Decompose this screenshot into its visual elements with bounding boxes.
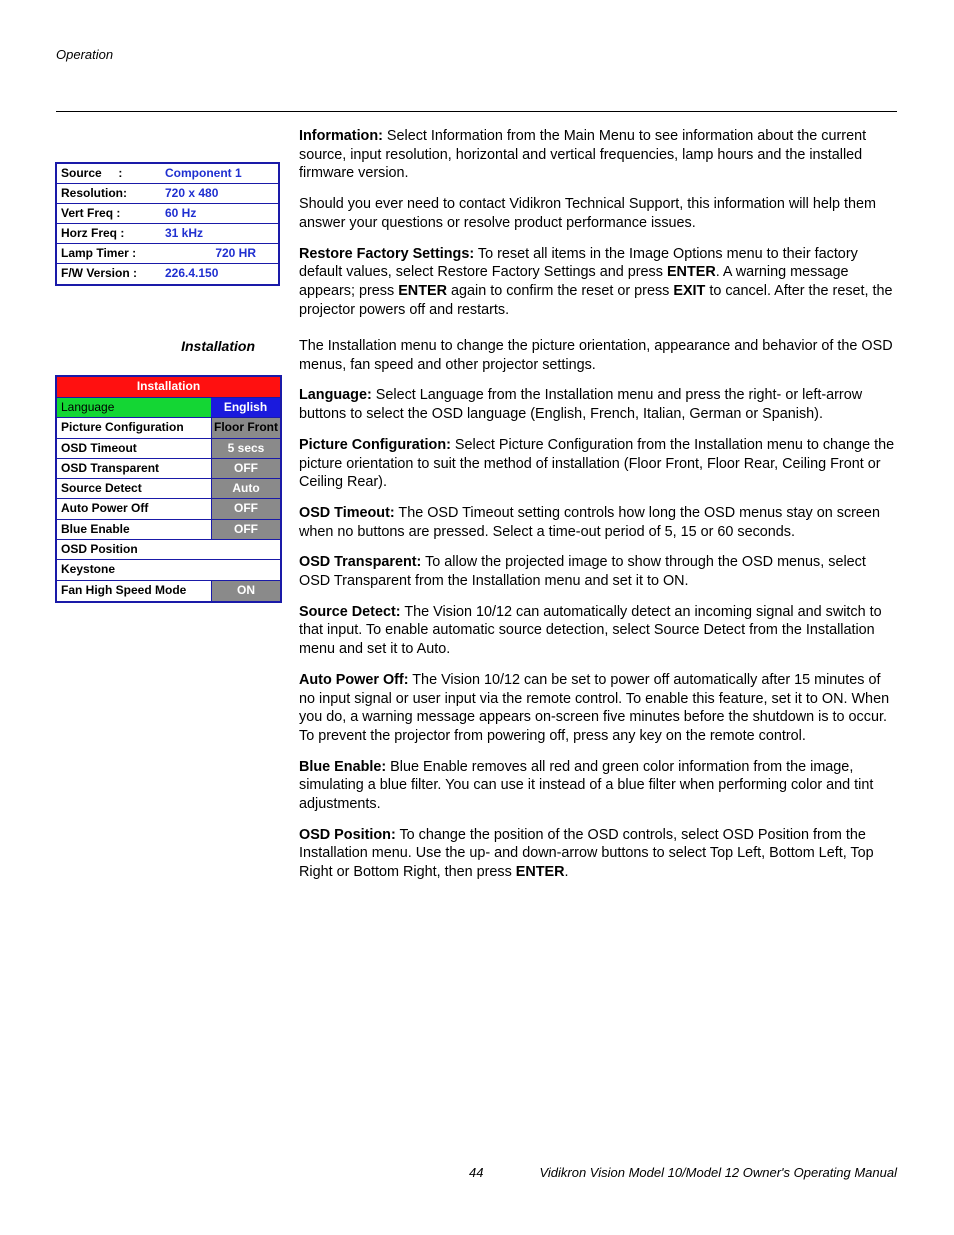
osd-transparent-paragraph: [299, 553, 899, 590]
info-label: Resolution:: [61, 186, 127, 200]
info-row-lamp-timer: [57, 244, 278, 264]
menu-label: Picture Configuration: [61, 420, 184, 435]
menu-row-osd-transparent: [57, 459, 280, 479]
menu-value: OFF: [211, 459, 280, 478]
paragraph-text: . A warning message appears; press: [299, 264, 849, 299]
term: Source Detect:: [299, 603, 401, 620]
info-value: 226.4.150: [165, 266, 219, 280]
menu-value: 5 secs: [211, 439, 280, 458]
auto-power-off-paragraph: [299, 671, 899, 746]
menu-label: Keystone: [61, 562, 116, 577]
installation-heading: Installation: [181, 338, 255, 354]
term: OSD Timeout:: [299, 504, 395, 521]
menu-value: Auto: [211, 479, 280, 498]
paragraph-text: The OSD Timeout setting controls how long the OSD menus stay on screen when no buttons are pressed. Select a time-out period of 5, 15 or 60 seconds.: [299, 504, 880, 540]
information-section-text: [299, 127, 899, 331]
term: Blue Enable:: [299, 758, 387, 775]
restore-paragraph: [299, 245, 899, 320]
picture-config-paragraph: [299, 436, 899, 492]
blue-enable-paragraph: [299, 758, 899, 814]
key-enter: ENTER: [515, 864, 565, 881]
term: Auto Power Off:: [299, 671, 409, 688]
paragraph-text: The Installation menu to change the picture orientation, appearance and behavior of the OSD menus, fan speed and other projector settings.: [299, 338, 893, 373]
menu-value: OFF: [211, 520, 280, 539]
support-paragraph: [299, 195, 899, 232]
menu-row-blue-enable: [57, 520, 280, 540]
menu-label: Blue Enable: [61, 521, 130, 536]
section-header: Operation: [56, 47, 114, 62]
osd-position-paragraph: [299, 826, 899, 882]
osd-timeout-paragraph: [299, 504, 899, 541]
installation-intro-paragraph: [299, 337, 899, 374]
info-value: 31 kHz: [165, 226, 204, 240]
installation-menu-title: Installation: [57, 377, 280, 398]
menu-value: ON: [211, 581, 280, 601]
info-label: Lamp Timer :: [61, 246, 137, 260]
info-label: Horz Freq :: [61, 226, 125, 240]
paragraph-text: Select Information from the Main Menu to see information about the current source, input resolution, horizontal and vertical frequencies, lamp hours and the installed firmware version.: [299, 128, 867, 182]
term: Restore Factory Settings:: [299, 245, 475, 262]
key-enter: ENTER: [666, 264, 716, 281]
menu-row-picture-configuration: [57, 418, 280, 438]
menu-row-keystone: [57, 560, 280, 580]
paragraph-text: .: [564, 864, 569, 881]
installation-menu-table: [55, 375, 282, 603]
info-value: 60 Hz: [165, 206, 197, 220]
header-rule: [56, 111, 897, 112]
menu-value: [211, 560, 280, 579]
menu-row-fan-high-speed: [57, 581, 280, 601]
paragraph-text: To reset all items in the Image Options menu to their factory default values, select Restore Factory Settings and press: [299, 245, 858, 281]
menu-label: OSD Transparent: [61, 460, 160, 475]
paragraph-text: The Vision 10/12 can be set to power off automatically after 15 minutes of no input signal or user input via the remote control. To enable this feature, set it to ON. When you do, a warning message appears on-screen five minutes before the shutdown is to occur. To prevent the projector from powering off, press any key on the remote control.: [299, 671, 890, 744]
paragraph-text: To allow the projected image to show through the OSD menus, select OSD Transparent from the Installation menu and set it to ON.: [299, 554, 866, 590]
info-row-vert-freq: [57, 204, 278, 224]
info-label: Vert Freq :: [61, 206, 121, 220]
menu-label: OSD Timeout: [61, 440, 137, 455]
menu-label: Auto Power Off: [61, 501, 149, 516]
menu-value: [211, 540, 280, 559]
paragraph-text: Select Language from the Installation menu and press the right- or left-arrow buttons to select the OSD language (English, French, Italian, German or Spanish).: [299, 387, 863, 423]
manual-title: Vidikron Vision Model 10/Model 12 Owner's Operating Manual: [539, 1165, 897, 1180]
info-row-resolution: [57, 184, 278, 204]
menu-value: English: [211, 398, 280, 417]
term: OSD Transparent:: [299, 554, 422, 571]
paragraph-text: again to confirm the reset or press: [446, 282, 674, 299]
paragraph-text: The Vision 10/12 can automatically detect an incoming signal and switch to that input. To enable automatic source detection, select Source Detect from the Installation menu and set it to Auto.: [299, 603, 882, 658]
page-number: 44: [469, 1165, 484, 1180]
info-value: 720 x 480: [165, 186, 219, 200]
menu-label: Fan High Speed Mode: [61, 582, 187, 597]
paragraph-text: Blue Enable removes all red and green color information from the image, simulating a blue filter. You can use it instead of a blue filter when performing color and tint adjustments.: [299, 758, 874, 813]
menu-label: OSD Position: [61, 542, 138, 557]
menu-row-source-detect: [57, 479, 280, 499]
menu-row-language: [57, 398, 280, 418]
info-label: Source :: [61, 166, 123, 180]
term: Language:: [299, 387, 372, 404]
language-paragraph: [299, 386, 899, 423]
menu-label: Source Detect: [61, 481, 142, 496]
info-row-source: [57, 164, 278, 184]
menu-row-osd-timeout: [57, 439, 280, 459]
key-exit: EXIT: [673, 282, 706, 299]
info-row-fw-version: [57, 264, 278, 284]
term: Picture Configuration:: [299, 436, 451, 453]
info-value: 720 HR: [215, 246, 256, 260]
info-label: F/W Version :: [61, 266, 138, 280]
info-value: Component 1: [165, 166, 242, 180]
menu-value: OFF: [211, 499, 280, 518]
key-enter: ENTER: [398, 282, 447, 299]
information-paragraph: [299, 127, 899, 183]
term: OSD Position:: [299, 826, 396, 843]
menu-value: Floor Front: [211, 418, 280, 437]
information-table: [55, 162, 280, 286]
menu-row-auto-power-off: [57, 499, 280, 519]
paragraph-text: Should you ever need to contact Vidikron Technical Support, this information will help them answer your questions or resolve product performance issues.: [299, 196, 877, 231]
menu-label: Language: [61, 400, 115, 414]
info-row-horz-freq: [57, 224, 278, 244]
paragraph-text: Select Picture Configuration from the Installation menu to change the picture orientation to suit the method of installation (Floor Front, Floor Rear, Ceiling Front or Ceiling Rear).: [299, 436, 895, 491]
paragraph-text: to cancel. After the reset, the projector powers off and restarts.: [299, 282, 893, 318]
installation-section-text: [299, 337, 899, 894]
source-detect-paragraph: [299, 603, 899, 659]
term: Information:: [299, 128, 383, 144]
menu-row-osd-position: [57, 540, 280, 560]
paragraph-text: To change the position of the OSD controls, select OSD Position from the Installation menu. Use the up- and down-arrow buttons to select Top Left, Bottom Left, Top Right or Bottom Right, then press: [299, 826, 874, 881]
